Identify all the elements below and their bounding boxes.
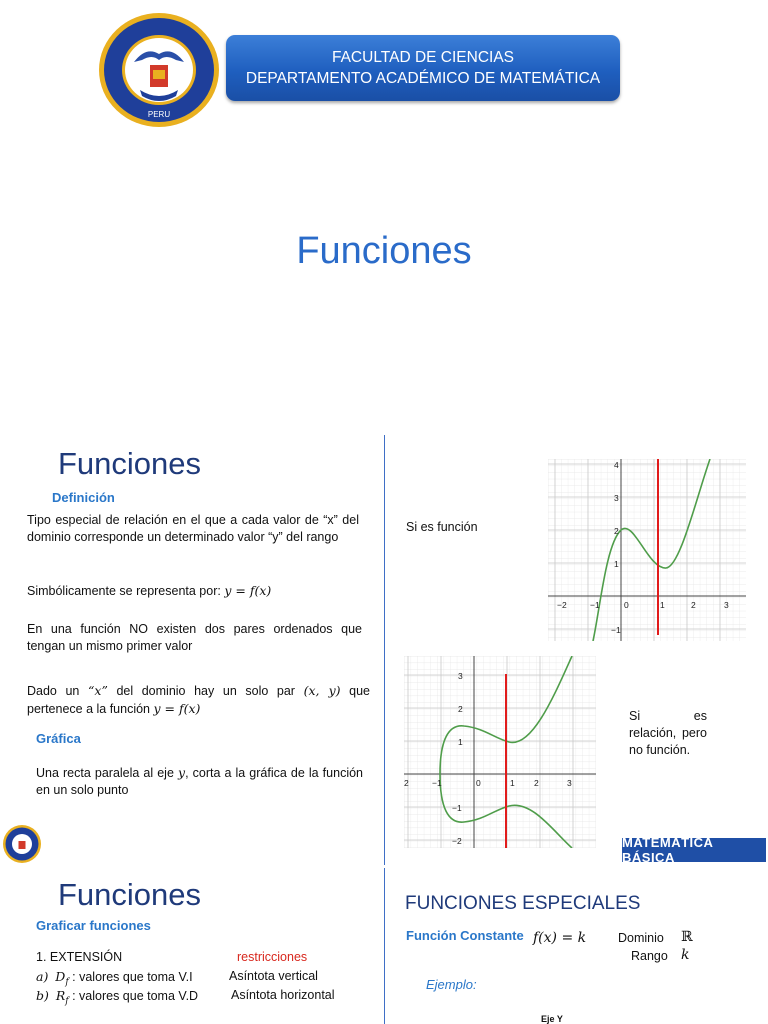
g2-xtick: 0: [476, 778, 481, 788]
definicion-label: Definición: [52, 490, 115, 505]
g2-xtick: −1: [432, 778, 442, 788]
svg-text:PERU: PERU: [147, 110, 171, 119]
column-divider-lower: [384, 868, 385, 1024]
constant-function-math: f(x) = k: [533, 930, 587, 946]
function-graph: [548, 459, 746, 641]
g1-ytick: 2: [614, 526, 619, 536]
funciones-especiales-title: FUNCIONES ESPECIALES: [405, 893, 641, 914]
rango-label: Rango: [631, 949, 668, 963]
ejemplo-label: Ejemplo:: [426, 977, 477, 992]
g1-xtick: 3: [724, 600, 729, 610]
asintota-vertical-label: Asíntota vertical: [229, 969, 318, 983]
g1-xtick: 2: [691, 600, 696, 610]
dominio-label: Dominio: [618, 931, 664, 945]
symbolic-math: y = f(x): [224, 583, 272, 598]
restricciones-label: restricciones: [237, 950, 308, 964]
faculty-banner: [226, 35, 620, 101]
eje-y-label: Eje Y: [541, 1014, 563, 1024]
g2-ytick: 3: [458, 671, 463, 681]
si-funcion-label: Si es función: [406, 520, 478, 534]
dominio-value: ℝ: [681, 929, 693, 945]
small-seal-icon: [2, 824, 42, 864]
symbolic-line: [27, 582, 367, 600]
university-seal: [96, 10, 222, 130]
grafica-label: Gráfica: [36, 731, 81, 746]
item-dominio: a) $D_f$ : valores que toma V.I: [36, 969, 193, 988]
matematica-basica-badge: MATEMÁTICA BÁSICA: [622, 838, 766, 862]
slide2-heading: Funciones: [58, 446, 202, 481]
item-extension: 1. EXTENSIÓN: [36, 950, 123, 964]
si-relacion-label: Si es relación, pero no función.: [629, 709, 707, 757]
no-pairs-text: En una función NO existen dos pares ordenados que tengan un mismo primer valor: [27, 622, 362, 653]
banner-faculty: FACULTAD DE CIENCIAS: [331, 49, 514, 66]
g2-xtick: 2: [534, 778, 539, 788]
g1-xtick: −1: [590, 600, 600, 610]
g1-ytick: −1: [611, 625, 621, 635]
funcion-constante-label: Función Constante: [406, 928, 524, 943]
item-rango: b) $R_f$ : valores que toma V.D: [36, 988, 199, 1007]
column-divider: [384, 435, 385, 865]
g2-ytick: 2: [458, 704, 463, 714]
g2-xtick: 2: [404, 778, 409, 788]
g1-ytick: 4: [614, 460, 619, 470]
g2-xtick: 3: [567, 778, 572, 788]
g2-xtick: 1: [510, 778, 515, 788]
rango-value: k: [681, 947, 690, 963]
g2-ytick: −1: [452, 803, 462, 813]
definition-text: Tipo especial de relación en el que a cada valor de “x” del dominio corresponde un determinado valor “y” del rango: [27, 513, 359, 544]
g1-ytick: 3: [614, 493, 619, 503]
g1-xtick: −2: [557, 600, 567, 610]
graficar-label: Graficar funciones: [36, 918, 151, 933]
relation-graph: [404, 656, 596, 848]
g2-ytick: 1: [458, 737, 463, 747]
slide3-heading: Funciones: [58, 877, 202, 912]
dado-text: Dado un “x” del dominio hay un solo par (x, y) que pertenece a la función y = f(x): [27, 683, 370, 716]
page-title: Funciones: [296, 230, 472, 272]
g2-ytick: −2: [452, 836, 462, 846]
g1-ytick: 1: [614, 559, 619, 569]
g1-xtick: 1: [660, 600, 665, 610]
banner-department: DEPARTAMENTO ACADÉMICO DE MATEMÁTICA: [245, 70, 601, 87]
asintota-horizontal-label: Asíntota horizontal: [231, 988, 335, 1002]
vertical-line-test-text: Una recta paralela al eje y, corta a la gráfica de la función en un solo punto: [36, 765, 363, 797]
g1-xtick: 0: [624, 600, 629, 610]
symbolic-text: Simbólicamente se representa por:: [27, 584, 221, 598]
